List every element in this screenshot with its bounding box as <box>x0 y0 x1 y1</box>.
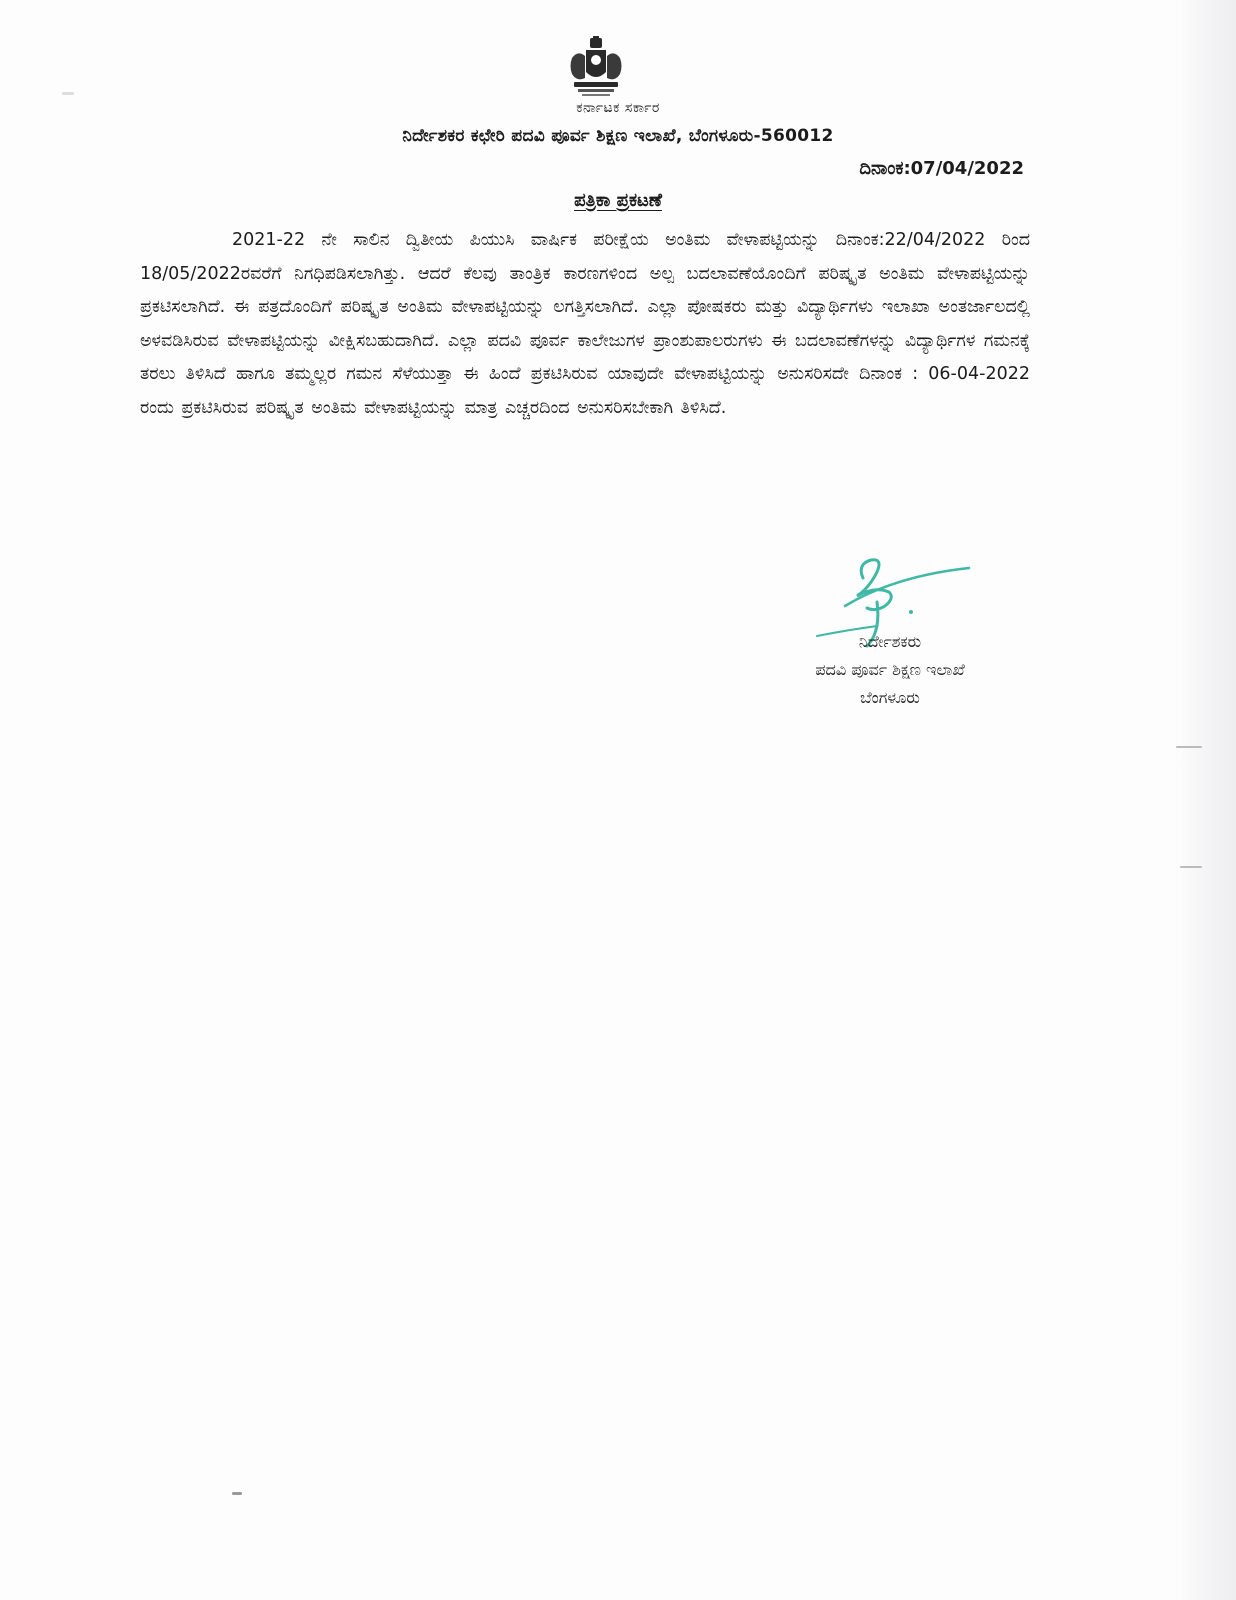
signatory-department: ಪದವಿ ಪೂರ್ವ ಶಿಕ್ಷಣ ಇಲಾಖೆ <box>815 660 965 679</box>
page-edge-shadow <box>1174 0 1236 1600</box>
signatory-city: ಬೆಂಗಳೂರು <box>860 688 920 707</box>
state-emblem-icon <box>568 36 624 98</box>
issue-date: ದಿನಾಂಕ:07/04/2022 <box>859 158 1024 179</box>
scan-speck <box>1176 746 1202 748</box>
press-release-body: 2021-22 ನೇ ಸಾಲಿನ ದ್ವಿತೀಯ ಪಿಯುಸಿ ವಾರ್ಷಿಕ ಪರೀಕ್ಷೆಯ ಅಂತಿಮ ವೇಳಾಪಟ್ಟಿಯನ್ನು ದಿನಾಂಕ:22/04/2022 ರಿಂದ 18/05/2022ರವರೆಗೆ ನಿಗಧಿಪಡಿಸಲಾಗಿತ್ತು. ಆದರೆ ಕೆಲವು ತಾಂತ್ರಿಕ ಕಾರಣಗಳಿಂದ ಅಲ್ಪ ಬದಲಾವಣೆಯೊಂದಿಗೆ ಪರಿಷ್ಕೃತ ಅಂತಿಮ ವೇಳಾಪಟ್ಟಿಯನ್ನು ಪ್ರಕಟಿಸಲಾಗಿದೆ. ಈ ಪತ್ರದೊಂದಿಗೆ ಪರಿಷ್ಕೃತ ಅಂತಿಮ ವೇಳಾಪಟ್ಟಿಯನ್ನು ಲಗತ್ತಿಸಲಾಗಿದೆ. ಎಲ್ಲಾ ಪೋಷಕರು ಮತ್ತು ವಿದ್ಯಾರ್ಥಿಗಳು ಇಲಾಖಾ ಅಂತರ್ಜಾಲದಲ್ಲಿ ಅಳವಡಿಸಿರುವ ವೇಳಾಪಟ್ಟಿಯನ್ನು ವೀಕ್ಷಿಸಬಹುದಾಗಿದೆ. ಎಲ್ಲಾ ಪದವಿ ಪೂರ್ವ ಕಾಲೇಜುಗಳ ಪ್ರಾಂಶುಪಾಲರುಗಳು ಈ ಬದಲಾವಣೆಗಳನ್ನು ವಿದ್ಯಾರ್ಥಿಗಳ ಗಮನಕ್ಕೆ ತರಲು ತಿಳಿಸಿದೆ ಹಾಗೂ ತಮ್ಮಲ್ಲರ ಗಮನ ಸೆಳೆಯುತ್ತಾ ಈ ಹಿಂದೆ ಪ್ರಕಟಿಸಿರುವ ಯಾವುದೇ ವೇಳಾಪಟ್ಟಿಯನ್ನು ಅನುಸರಿಸದೇ ದಿನಾಂಕ : 06-04-2022 ರಂದು ಪ್ರಕಟಿಸಿರುವ ಪರಿಷ್ಕೃತ ಅಂತಿಮ ವೇಳಾಪಟ್ಟಿಯನ್ನು ಮಾತ್ರ ಎಚ್ಚರದಿಂದ ಅನುಸರಿಸಬೇಕಾಗಿ ತಿಳಿಸಿದೆ. <box>140 230 1030 418</box>
office-address: ನಿರ್ದೇಶಕರ ಕಛೇರಿ ಪದವಿ ಪೂರ್ವ ಶಿಕ್ಷಣ ಇಲಾಖೆ, ಬೆಂಗಳೂರು-560012 <box>402 126 834 146</box>
scan-speck <box>232 1492 242 1495</box>
press-release-heading: ಪತ್ರಿಕಾ ಪ್ರಕಟಣೆ <box>574 190 662 211</box>
signatory-title: ನಿರ್ದೇಶಕರು <box>858 632 922 651</box>
scan-speck <box>1180 866 1202 868</box>
scan-speck <box>62 92 74 95</box>
signatory-block <box>740 628 1040 712</box>
government-name: ಕರ್ನಾಟಕ ಸರ್ಕಾರ <box>576 100 660 116</box>
